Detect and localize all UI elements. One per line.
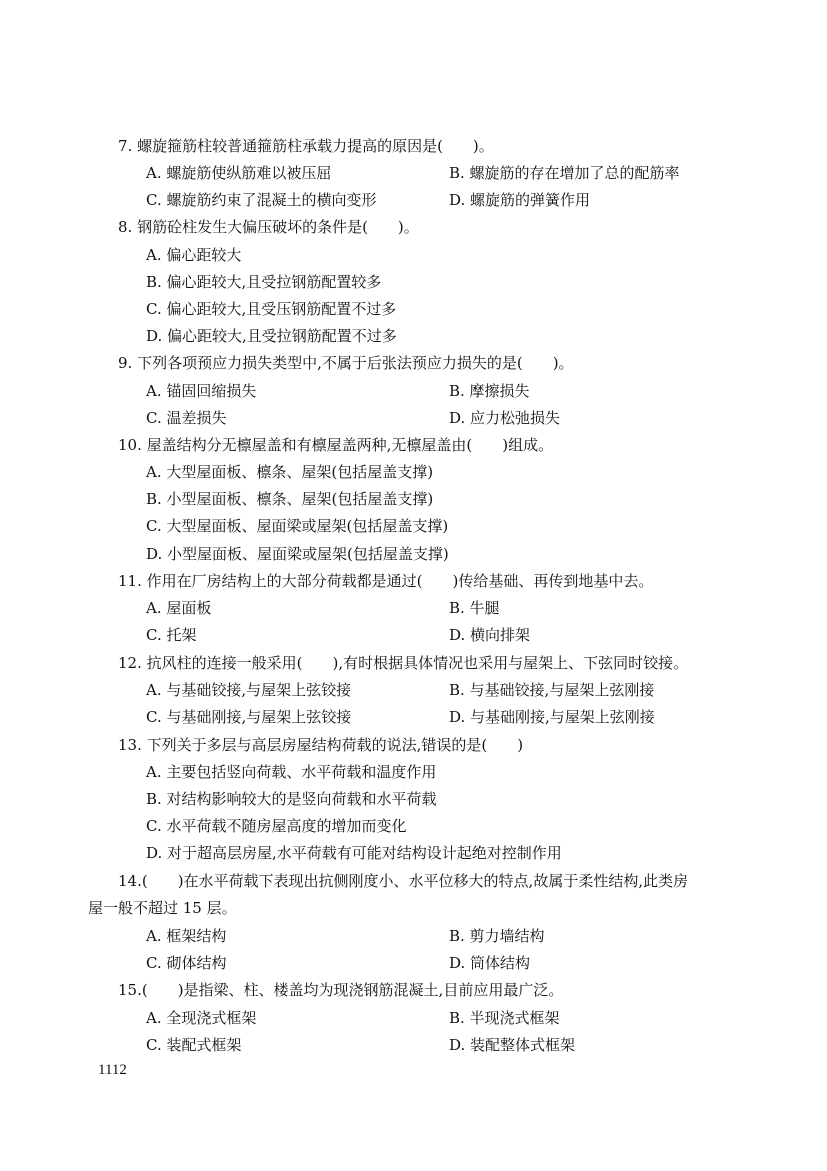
question-15-stem: 15.( )是指梁、柱、楼盖均为现浇钢筋混凝土,目前应用最广泛。 bbox=[118, 981, 564, 999]
question-15-option-c: C. 装配式框架 bbox=[146, 1036, 242, 1054]
page-number: 1112 bbox=[98, 1062, 127, 1078]
question-7-stem: 7. 螺旋箍筋柱较普通箍筋柱承载力提高的原因是( )。 bbox=[118, 137, 494, 155]
question-11-option-b: B. 牛腿 bbox=[449, 599, 500, 617]
question-9-option-b: B. 摩擦损失 bbox=[449, 382, 530, 400]
question-15-option-a: A. 全现浇式框架 bbox=[146, 1009, 257, 1027]
question-9-option-a: A. 锚固回缩损失 bbox=[146, 382, 257, 400]
question-15-option-d: D. 装配整体式框架 bbox=[449, 1036, 576, 1054]
question-14-option-d: D. 筒体结构 bbox=[449, 954, 531, 972]
question-14-stem-line-1: 14.( )在水平荷载下表现出抗侧刚度小、水平位移大的特点,故属于柔性结构,此类房 bbox=[118, 872, 689, 890]
question-11-option-a: A. 屋面板 bbox=[146, 599, 212, 617]
question-13-stem: 13. 下列关于多层与高层房屋结构荷载的说法,错误的是( ) bbox=[118, 736, 524, 754]
question-13-option-c: C. 水平荷载不随房屋高度的增加而变化 bbox=[146, 817, 407, 835]
question-12-option-b: B. 与基础铰接,与屋架上弦刚接 bbox=[449, 681, 655, 699]
question-15-option-b: B. 半现浇式框架 bbox=[449, 1009, 560, 1027]
question-9-stem: 9. 下列各项预应力损失类型中,不属于后张法预应力损失的是( )。 bbox=[118, 354, 574, 372]
question-8-option-c: C. 偏心距较大,且受压钢筋配置不过多 bbox=[146, 300, 397, 318]
question-8-option-b: B. 偏心距较大,且受拉钢筋配置较多 bbox=[146, 273, 382, 291]
question-13-option-a: A. 主要包括竖向荷载、水平荷载和温度作用 bbox=[146, 763, 437, 781]
question-11-option-d: D. 横向排架 bbox=[449, 626, 531, 644]
question-8-option-a: A. 偏心距较大 bbox=[146, 246, 242, 264]
question-7-option-d: D. 螺旋筋的弹簧作用 bbox=[449, 191, 591, 209]
question-14-option-a: A. 框架结构 bbox=[146, 927, 227, 945]
question-9-option-c: C. 温差损失 bbox=[146, 409, 227, 427]
question-13-option-d: D. 对于超高层房屋,水平荷载有可能对结构设计起绝对控制作用 bbox=[146, 844, 562, 862]
question-10-option-c: C. 大型屋面板、屋面梁或屋架(包括屋盖支撑) bbox=[146, 517, 449, 535]
question-10-option-a: A. 大型屋面板、檩条、屋架(包括屋盖支撑) bbox=[146, 463, 434, 481]
question-7-option-a: A. 螺旋筋使纵筋难以被压屈 bbox=[146, 164, 332, 182]
question-8-option-d: D. 偏心距较大,且受拉钢筋配置不过多 bbox=[146, 327, 397, 345]
question-10-stem: 10. 屋盖结构分无檩屋盖和有檩屋盖两种,无檩屋盖由( )组成。 bbox=[118, 436, 554, 454]
question-9-option-d: D. 应力松弛损失 bbox=[449, 409, 561, 427]
question-7-option-b: B. 螺旋筋的存在增加了总的配筋率 bbox=[449, 164, 680, 182]
question-12-option-a: A. 与基础铰接,与屋架上弦铰接 bbox=[146, 681, 352, 699]
question-13-option-b: B. 对结构影响较大的是竖向荷载和水平荷载 bbox=[146, 790, 437, 808]
question-11-stem: 11. 作用在厂房结构上的大部分荷载都是通过( )传给基础、再传到地基中去。 bbox=[118, 572, 654, 590]
question-12-stem: 12. 抗风柱的连接一般采用( ),有时根据具体情况也采用与屋架上、下弦同时铰接。 bbox=[118, 654, 689, 672]
question-10-option-d: D. 小型屋面板、屋面梁或屋架(包括屋盖支撑) bbox=[146, 545, 449, 563]
question-8-stem: 8. 钢筋砼柱发生大偏压破坏的条件是( )。 bbox=[118, 218, 419, 236]
question-11-option-c: C. 托架 bbox=[146, 626, 197, 644]
question-14-option-c: C. 砌体结构 bbox=[146, 954, 227, 972]
question-14-stem-line-2: 屋一般不超过 15 层。 bbox=[88, 899, 237, 917]
question-14-option-b: B. 剪力墙结构 bbox=[449, 927, 545, 945]
question-10-option-b: B. 小型屋面板、檩条、屋架(包括屋盖支撑) bbox=[146, 490, 434, 508]
question-12-option-d: D. 与基础刚接,与屋架上弦刚接 bbox=[449, 708, 655, 726]
question-12-option-c: C. 与基础刚接,与屋架上弦铰接 bbox=[146, 708, 352, 726]
question-7-option-c: C. 螺旋筋约束了混凝土的横向变形 bbox=[146, 191, 377, 209]
